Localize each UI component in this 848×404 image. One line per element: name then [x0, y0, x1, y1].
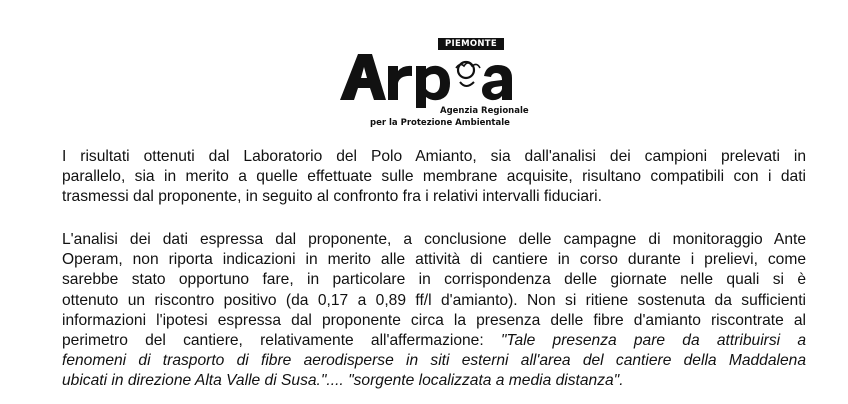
paragraph-analysis — [62, 230, 806, 392]
logo-region-label: PIEMONTE — [438, 38, 504, 50]
text-line: ottenuto un riscontro positivo (da 0,17 a 0,89 ff/l d'amianto). Non si ritiene sostenuta da sufficienti — [62, 291, 806, 309]
text-line: parallelo, sia in merito a quelle effettuate sulle membrane acquisite, risultano compatibili con i dati — [62, 168, 806, 186]
logo-subtitle-protection: per la Protezione Ambientale — [370, 118, 510, 128]
text-line: trasmessi dal proponente, in seguito al confronto fra i relativi intervalli fiduciari. — [62, 188, 602, 206]
text-line-mixed — [62, 331, 806, 351]
quoted-text-line: ubicati in direzione Alta Valle di Susa.".... "sorgente localizzata a media distanza". — [62, 372, 624, 390]
arpa-logo — [336, 38, 529, 134]
text-line: sarebbe stato opportuno fare, in particolare in corrispondenza delle giornate nelle quali si è — [62, 271, 806, 289]
quoted-text-line: fenomeni di trasporto di fibre aerodisperse in siti esterni all'area del cantiere della Maddalena — [62, 352, 806, 370]
text-line: I risultati ottenuti dal Laboratorio del Polo Amianto, sia dall'analisi dei campioni prelevati in — [62, 148, 806, 165]
arpa-wordmark-icon — [336, 38, 516, 108]
text-line: informazioni l'ipotesi espressa dal proponente circa la presenza delle fibre d'amianto riscontrate al — [62, 311, 806, 329]
logo-subtitle-agency: Agenzia Regionale — [440, 106, 529, 116]
paragraph-results — [62, 147, 806, 208]
quoted-text: "Tale presenza pare da attribuirsi a — [500, 332, 806, 350]
text-line: L'analisi dei dati espressa dal proponente, a conclusione delle campagne di monitoraggio Ante — [62, 231, 806, 248]
text-segment: perimetro del cantiere, relativamente all'affermazione: — [62, 332, 501, 350]
text-line: Operam, non riporta indicazioni in merito alle attività di cantiere in corso durante i prelievi, come — [62, 251, 806, 269]
